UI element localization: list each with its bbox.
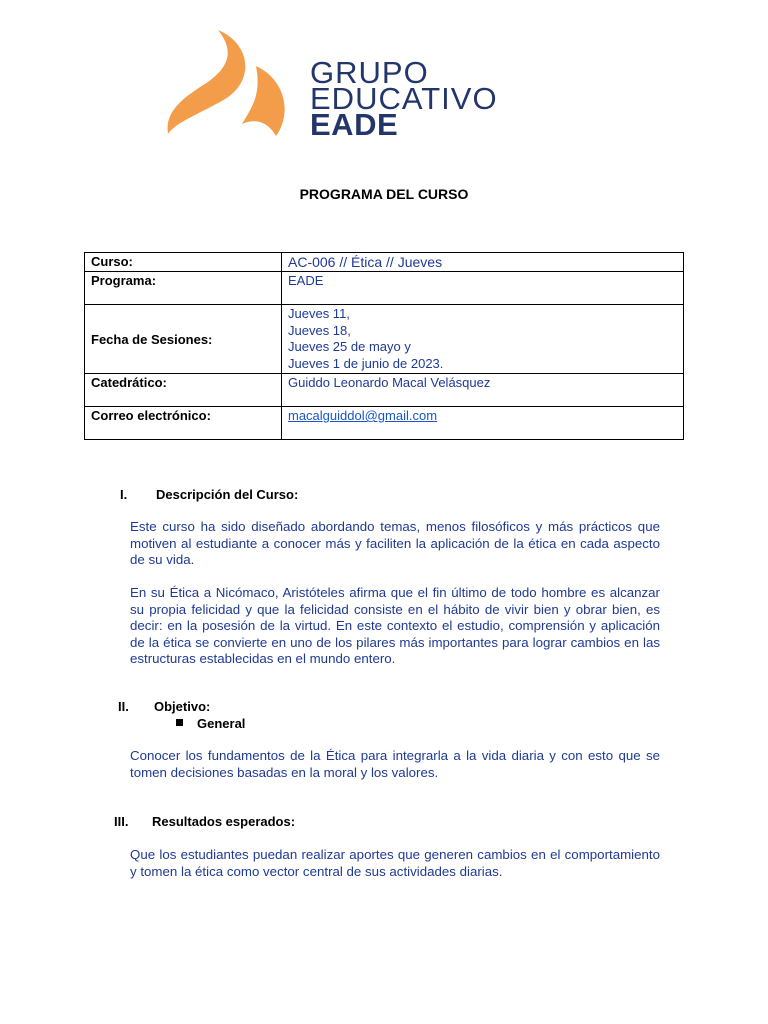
logo-line-3: EADE: [310, 107, 399, 142]
section-heading-description: [120, 487, 298, 502]
fecha-line: Jueves 11,: [288, 306, 350, 321]
description-paragraph-2: En su Ética a Nicómaco, Aristóteles afirma que el fin último de todo hombre es alcanzar su propia felicidad y que la felicidad consiste en el hábito de vivir bien y obrar bien, es decir: en la posesión de la virtud. En este contexto el estudio, comprensión y aplicación de la ética se convierte en uno de los pilares más importantes para lograr cambios en las estructuras establecidas en el mundo entero.: [130, 585, 660, 666]
square-bullet-icon: [176, 719, 183, 726]
table-row: [85, 253, 684, 272]
section-heading-results: [114, 814, 295, 829]
programa-label: Programa:: [85, 272, 282, 305]
table-row: [85, 305, 684, 374]
curso-value: AC-006 // Ética // Jueves: [282, 253, 684, 272]
section-title: Objetivo:: [154, 699, 211, 714]
catedratico-label: Catedrático:: [85, 374, 282, 407]
fecha-value: [282, 305, 684, 374]
section-number: I.: [120, 487, 128, 502]
curso-label: Curso:: [85, 253, 282, 272]
objective-paragraph: Conocer los fundamentos de la Ética para integrarla a la vida diaria y con esto que se tomen decisiones basadas en la moral y los valores.: [130, 748, 660, 780]
logo-line-2: EDUCATIVO: [310, 81, 498, 116]
bullet-general: [176, 716, 245, 731]
fecha-label: Fecha de Sesiones:: [85, 305, 282, 374]
table-row: [85, 407, 684, 440]
correo-label: Correo electrónico:: [85, 407, 282, 440]
logo-line-1: GRUPO: [310, 55, 429, 90]
logo-text: [310, 55, 498, 142]
programa-value: EADE: [282, 272, 684, 305]
section-title: Resultados esperados:: [152, 814, 296, 829]
description-paragraph-1: Este curso ha sido diseñado abordando temas, menos filosóficos y más prácticos que motiven al estudiante a conocer más y faciliten la aplicación de la ética en cada aspecto de su vida.: [130, 519, 660, 567]
bullet-label: General: [197, 716, 246, 731]
results-paragraph: Que los estudiantes puedan realizar aportes que generen cambios en el comportamiento y tomen la ética como vector central de sus actividades diarias.: [130, 847, 660, 879]
catedratico-value: Guiddo Leonardo Macal Velásquez: [282, 374, 684, 407]
section-number: III.: [114, 814, 129, 829]
document-title: PROGRAMA DEL CURSO: [299, 186, 469, 202]
fecha-line: Jueves 25 de mayo y: [288, 339, 411, 354]
table-row: [85, 272, 684, 305]
section-title: Descripción del Curso:: [156, 487, 299, 502]
email-link[interactable]: macalguiddol@gmail.com: [288, 408, 438, 423]
correo-cell: [282, 407, 684, 440]
fecha-line: Jueves 18,: [288, 322, 351, 338]
flame-icon: [168, 30, 285, 136]
course-info-table: [84, 252, 684, 440]
fecha-line: Jueves 1 de junio de 2023.: [288, 355, 444, 371]
table-row: [85, 374, 684, 407]
section-heading-objective: [118, 699, 210, 714]
section-number: II.: [118, 699, 129, 714]
